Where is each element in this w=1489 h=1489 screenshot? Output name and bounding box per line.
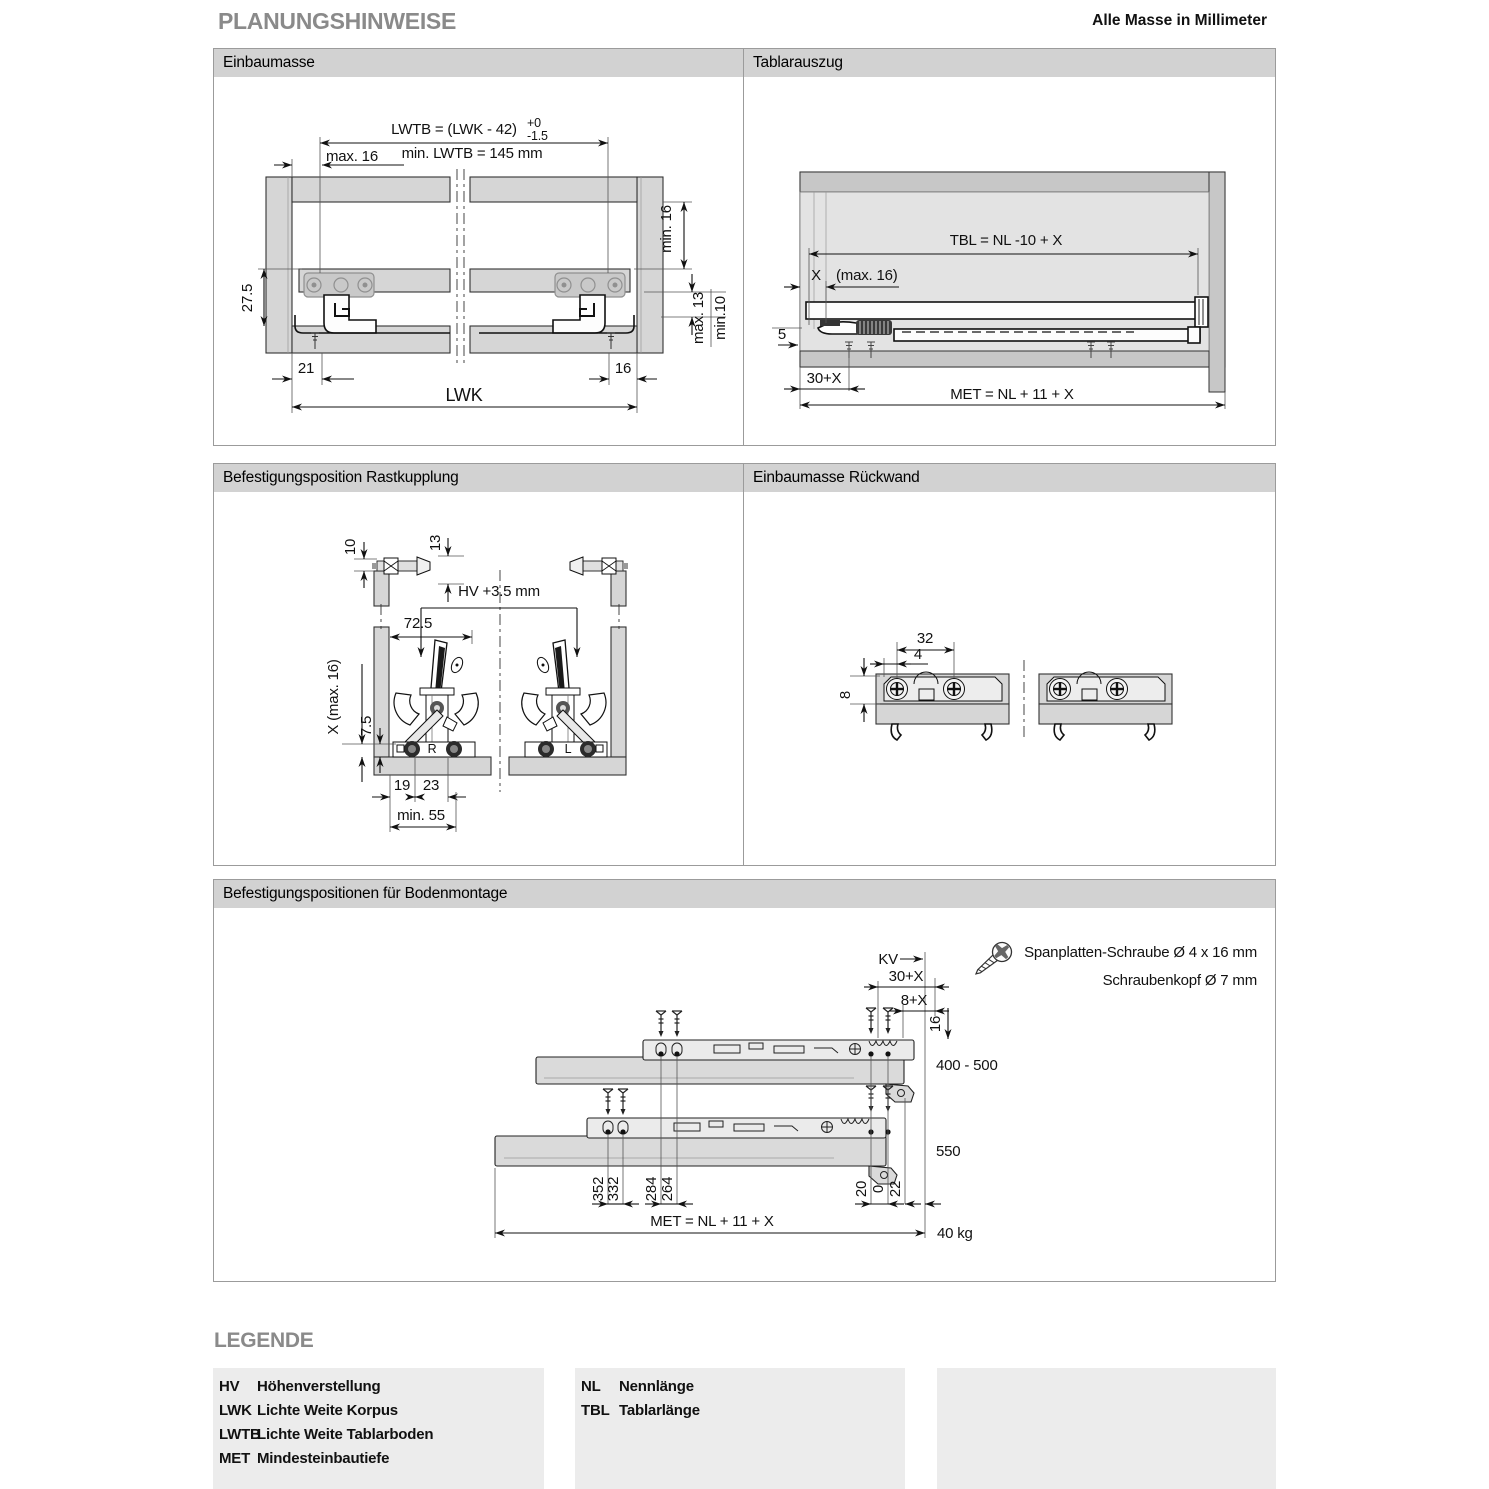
dim-lwtb-min: min. LWTB = 145 mm	[401, 145, 543, 162]
dim-16: 16	[927, 1015, 944, 1033]
screw-spec-line2: Schraubenkopf Ø 7 mm	[1102, 972, 1257, 989]
dim-min55: min. 55	[397, 807, 445, 824]
legend-term: Lichte Weite Korpus	[257, 1402, 398, 1419]
legend-item	[213, 1447, 544, 1471]
dim-x-max16: (max. 16)	[836, 267, 898, 284]
dim-5: 5	[777, 326, 787, 343]
panel-rueckwand-title: Einbaumasse Rückwand	[753, 469, 920, 486]
nl-range-short: 400 - 500	[936, 1057, 998, 1074]
legend-column-1	[213, 1368, 544, 1489]
legend-term: Nennlänge	[619, 1378, 694, 1395]
back-panel-assemblies	[876, 660, 1172, 740]
dim-8x: 8+X	[900, 992, 928, 1009]
dim-hv: HV +3.5 mm	[458, 583, 540, 600]
dim-x: X	[811, 267, 821, 284]
dim-met: MET = NL + 11 + X	[650, 1213, 774, 1230]
legend-item	[575, 1399, 905, 1423]
pos-20: 20	[853, 1180, 870, 1198]
panel-rastkupplung-title: Befestigungsposition Rastkupplung	[223, 469, 459, 486]
pos-22: 22	[887, 1180, 904, 1198]
tablarauszug-drawing	[744, 77, 1275, 445]
dim-x-max16: X (max. 16)	[325, 659, 342, 735]
panel-bodenmontage	[213, 879, 1276, 1282]
dim-7-5: 7.5	[358, 715, 375, 737]
dim-27-5: 27.5	[239, 283, 256, 313]
panel-bodenmontage-header	[214, 880, 1275, 908]
dim-19: 19	[393, 777, 411, 794]
panel-einbaumasse	[213, 48, 744, 446]
dim-13: 13	[427, 534, 444, 552]
rastkupplung-drawing	[214, 492, 743, 865]
legend-term: Höhenverstellung	[257, 1378, 381, 1395]
load-rating: 40 kg	[937, 1225, 973, 1242]
legend-abbr: HV	[219, 1378, 240, 1395]
legend-abbr: LWK	[219, 1402, 252, 1419]
dim-kv: KV	[878, 951, 898, 968]
pos-264: 264	[659, 1176, 676, 1202]
screw-spec	[970, 939, 1257, 989]
dim-lwtb-formula: LWTB = (LWK - 42)	[391, 121, 517, 138]
einbaumasse-drawing	[214, 77, 743, 445]
dim-lwtb-tol-plus: +0	[527, 116, 541, 130]
legend-term: Tablarlänge	[619, 1402, 700, 1419]
dimensions	[325, 535, 577, 832]
latch-left-mark: L	[564, 742, 572, 756]
dim-8: 8	[837, 690, 854, 700]
panel-bodenmontage-title: Befestigungspositionen für Bodenmontage	[223, 885, 508, 902]
pos-332: 332	[605, 1176, 622, 1202]
dim-4: 4	[913, 646, 923, 663]
dim-max16-top: max. 16	[326, 148, 378, 165]
dim-32: 32	[916, 630, 934, 647]
rueckwand-drawing	[744, 492, 1275, 865]
latch-right-mark: R	[427, 742, 437, 756]
panel-einbaumasse-title: Einbaumasse	[223, 54, 315, 71]
legend-item	[213, 1375, 544, 1399]
dim-30x: 30+X	[806, 370, 842, 387]
dim-max13: max. 13	[690, 292, 707, 344]
legend-term: Mindesteinbautiefe	[257, 1450, 390, 1467]
legend-abbr: TBL	[581, 1402, 610, 1419]
lower-rail	[495, 1086, 897, 1184]
dim-met: MET = NL + 11 + X	[950, 386, 1074, 403]
coupling-hardware	[304, 273, 625, 297]
panel-rastkupplung	[213, 463, 744, 866]
dimensions	[495, 951, 998, 1242]
dim-min10: min.10	[712, 296, 729, 340]
legend-title: LEGENDE	[214, 1329, 314, 1352]
legend-item	[575, 1375, 905, 1399]
upper-rail	[536, 1008, 914, 1102]
panel-rastkupplung-header	[214, 464, 743, 492]
panel-rueckwand	[743, 463, 1276, 866]
pos-352: 352	[590, 1176, 607, 1202]
legend-abbr: NL	[581, 1378, 601, 1395]
cabinet-cross-section	[266, 169, 663, 363]
units-note: Alle Masse in Millimeter	[1092, 12, 1267, 29]
legend-item	[213, 1399, 544, 1423]
dim-10: 10	[342, 538, 359, 556]
bodenmontage-drawing	[214, 908, 1275, 1281]
dim-min16-right: min. 16	[658, 205, 675, 253]
panel-rueckwand-header	[744, 464, 1275, 492]
screw-icon	[970, 939, 1016, 982]
panel-einbaumasse-header	[214, 49, 743, 77]
panel-tablarauszug	[743, 48, 1276, 446]
panel-tablarauszug-title: Tablarauszug	[753, 54, 843, 71]
legend-abbr: MET	[219, 1450, 251, 1467]
walls-and-boards	[374, 570, 626, 792]
dim-16-bottom: 16	[614, 360, 632, 377]
page-title: PLANUNGSHINWEISE	[218, 8, 456, 34]
dim-23: 23	[422, 777, 440, 794]
legend-item	[213, 1423, 544, 1447]
legend-term: Lichte Weite Tablarboden	[257, 1426, 434, 1443]
dim-lwtb-tol-minus: -1.5	[527, 129, 548, 143]
pos-284: 284	[643, 1176, 660, 1202]
screw-spec-line1: Spanplatten-Schraube Ø 4 x 16 mm	[1024, 944, 1257, 961]
dim-72-5: 72.5	[403, 615, 433, 632]
dim-21: 21	[297, 360, 315, 377]
panel-tablarauszug-header	[744, 49, 1275, 77]
pos-0: 0	[870, 1184, 887, 1194]
legend-column-3	[937, 1368, 1276, 1489]
legend-abbr: LWTB	[219, 1426, 261, 1443]
legend-column-2	[575, 1368, 905, 1489]
dim-30x: 30+X	[888, 968, 924, 985]
dim-tbl: TBL = NL -10 + X	[949, 232, 1063, 249]
nl-range-long: 550	[936, 1143, 961, 1160]
dim-lwk: LWK	[445, 385, 483, 405]
